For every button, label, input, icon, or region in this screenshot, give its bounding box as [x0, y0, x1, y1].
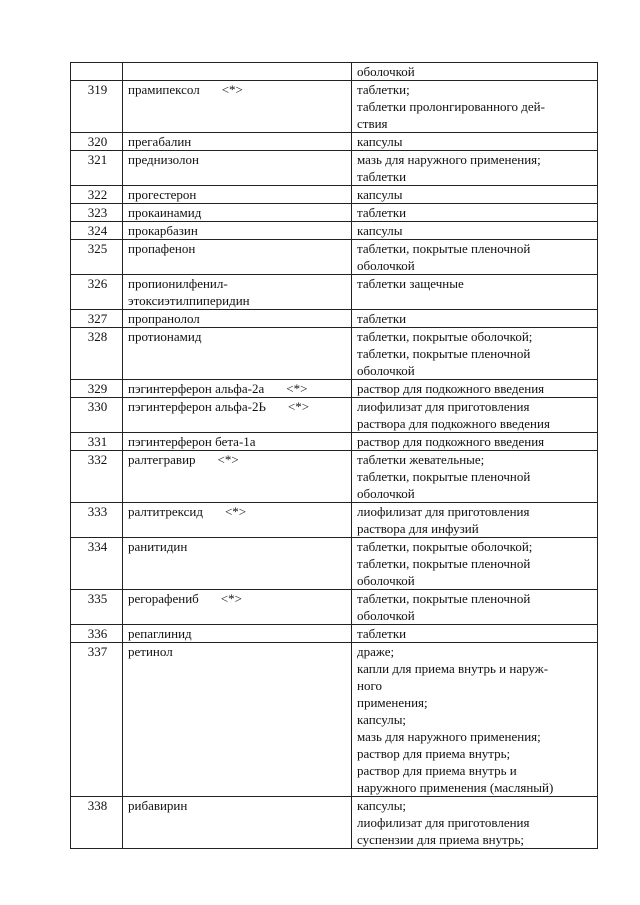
dosage-form-cell — [352, 538, 598, 590]
dosage-form: драже; — [357, 644, 395, 659]
drug-name-cell — [123, 222, 352, 240]
table-row — [71, 433, 598, 451]
row-number: 333 — [71, 503, 123, 538]
dosage-form: лиофилизат для приготовления — [357, 399, 530, 414]
table-row — [71, 643, 598, 797]
drug-name: пропранолол — [128, 311, 200, 326]
table-row — [71, 151, 598, 186]
dosage-form: раствор для приема внутрь; — [357, 746, 511, 761]
dosage-form-cell — [352, 186, 598, 204]
table-row — [71, 503, 598, 538]
row-number: 319 — [71, 81, 123, 133]
drug-name: пропионилфенил- — [128, 276, 228, 291]
dosage-form: таблетки защечные — [357, 276, 464, 291]
row-number: 332 — [71, 451, 123, 503]
table-row — [71, 204, 598, 222]
table-row — [71, 275, 598, 310]
table-row — [71, 81, 598, 133]
dosage-form: таблетки пролонгированного дей- — [357, 99, 545, 114]
table-row — [71, 328, 598, 380]
dosage-form: оболочкой — [357, 573, 415, 588]
drug-name-cell — [123, 451, 352, 503]
dosage-form: ствия — [357, 116, 388, 131]
drug-name-cell — [123, 310, 352, 328]
row-number: 329 — [71, 380, 123, 398]
dosage-form: таблетки; — [357, 82, 410, 97]
row-number: 328 — [71, 328, 123, 380]
dosage-form: ного — [357, 678, 382, 693]
special-marker: <*> — [286, 381, 308, 396]
table-row — [71, 240, 598, 275]
drug-name-cell — [123, 275, 352, 310]
table-row — [71, 398, 598, 433]
dosage-form: раствор для подкожного введения — [357, 434, 545, 449]
dosage-form-cell — [352, 643, 598, 797]
dosage-form-cell — [352, 151, 598, 186]
dosage-form: раствора для инфузий — [357, 521, 479, 536]
drug-name: преднизолон — [128, 152, 199, 167]
dosage-form: капсулы — [357, 187, 403, 202]
row-number — [71, 63, 123, 81]
dosage-form: раствор для подкожного введения — [357, 381, 545, 396]
drug-name-cell — [123, 204, 352, 222]
dosage-form-cell — [352, 398, 598, 433]
drug-name: пэгинтерферон альфа-2Ь — [128, 399, 266, 414]
dosage-form: наружного применения (масляный) — [357, 780, 554, 795]
dosage-form: таблетки, покрытые оболочкой; — [357, 539, 533, 554]
dosage-form-cell — [352, 451, 598, 503]
drug-name-cell — [123, 63, 352, 81]
special-marker: <*> — [287, 399, 310, 414]
dosage-form-cell — [352, 380, 598, 398]
dosage-form: оболочкой — [357, 486, 415, 501]
row-number: 322 — [71, 186, 123, 204]
special-marker: <*> — [221, 82, 243, 97]
dosage-form: таблетки — [357, 311, 407, 326]
drug-name-cell — [123, 328, 352, 380]
dosage-form: суспензии для приема внутрь; — [357, 832, 525, 847]
drug-name: ралтегравир — [128, 452, 196, 467]
table-row — [71, 186, 598, 204]
dosage-form-cell — [352, 328, 598, 380]
row-number: 338 — [71, 797, 123, 849]
drug-name-cell — [123, 625, 352, 643]
table-row — [71, 310, 598, 328]
row-number: 324 — [71, 222, 123, 240]
drug-name-cell — [123, 590, 352, 625]
table-row — [71, 538, 598, 590]
drug-name: пэгинтерферон альфа-2а — [128, 381, 265, 396]
drug-name-cell — [123, 133, 352, 151]
drug-name-cell — [123, 81, 352, 133]
drug-name-cell — [123, 240, 352, 275]
dosage-form: таблетки — [357, 205, 407, 220]
dosage-form-cell — [352, 625, 598, 643]
dosage-form-cell — [352, 275, 598, 310]
drug-name: регорафениб — [128, 591, 199, 606]
dosage-form: капсулы — [357, 223, 403, 238]
dosage-form-cell — [352, 433, 598, 451]
table-row — [71, 797, 598, 849]
table-row — [71, 380, 598, 398]
dosage-form: капсулы; — [357, 798, 407, 813]
dosage-form-cell — [352, 81, 598, 133]
special-marker: <*> — [217, 452, 239, 467]
table-row — [71, 625, 598, 643]
drug-list-table — [70, 62, 598, 849]
drug-list-body — [71, 63, 598, 849]
row-number: 326 — [71, 275, 123, 310]
dosage-form: лиофилизат для приготовления — [357, 504, 530, 519]
drug-name: ралтитрексид — [128, 504, 203, 519]
dosage-form: таблетки, покрытые пленочной — [357, 556, 531, 571]
dosage-form: таблетки, покрытые оболочкой; — [357, 329, 533, 344]
dosage-form: таблетки жевательные; — [357, 452, 485, 467]
drug-name: прогестерон — [128, 187, 197, 202]
drug-name-cell — [123, 797, 352, 849]
special-marker: <*> — [224, 504, 247, 519]
dosage-form: оболочкой — [357, 608, 415, 623]
table-row — [71, 451, 598, 503]
row-number: 336 — [71, 625, 123, 643]
dosage-form: таблетки, покрытые пленочной — [357, 591, 531, 606]
row-number: 327 — [71, 310, 123, 328]
row-number: 320 — [71, 133, 123, 151]
drug-name-cell — [123, 398, 352, 433]
row-number: 321 — [71, 151, 123, 186]
drug-name: прокарбазин — [128, 223, 198, 238]
dosage-form-cell — [352, 63, 598, 81]
row-number: 325 — [71, 240, 123, 275]
dosage-form-cell — [352, 797, 598, 849]
drug-name-cell — [123, 380, 352, 398]
dosage-form-cell — [352, 133, 598, 151]
row-number: 331 — [71, 433, 123, 451]
dosage-form: таблетки — [357, 169, 407, 184]
dosage-form-cell — [352, 503, 598, 538]
dosage-form: раствор для приема внутрь и — [357, 763, 517, 778]
dosage-form-cell — [352, 240, 598, 275]
drug-name: прокаинамид — [128, 205, 202, 220]
drug-name: репаглинид — [128, 626, 192, 641]
drug-name: ретинол — [128, 644, 173, 659]
dosage-form: капсулы — [357, 134, 403, 149]
table-row — [71, 63, 598, 81]
drug-name-cell — [123, 538, 352, 590]
drug-name-cell — [123, 186, 352, 204]
drug-name: этоксиэтилпиперидин — [128, 293, 250, 308]
dosage-form: мазь для наружного применения; — [357, 152, 541, 167]
drug-name: пэгинтерферон бета-1а — [128, 434, 256, 449]
row-number: 335 — [71, 590, 123, 625]
dosage-form: таблетки, покрытые пленочной — [357, 241, 531, 256]
drug-name: протионамид — [128, 329, 202, 344]
table-row — [71, 590, 598, 625]
dosage-form: применения; — [357, 695, 428, 710]
drug-name-cell — [123, 643, 352, 797]
row-number: 323 — [71, 204, 123, 222]
drug-name: пропафенон — [128, 241, 196, 256]
drug-name-cell — [123, 433, 352, 451]
drug-name: рибавирин — [128, 798, 188, 813]
row-number: 337 — [71, 643, 123, 797]
dosage-form-cell — [352, 310, 598, 328]
dosage-form: мазь для наружного применения; — [357, 729, 541, 744]
dosage-form-cell — [352, 204, 598, 222]
dosage-form: оболочкой — [357, 363, 415, 378]
drug-name: ранитидин — [128, 539, 188, 554]
dosage-form: оболочкой — [357, 258, 415, 273]
drug-name: прамипексол — [128, 82, 200, 97]
table-row — [71, 222, 598, 240]
drug-name-cell — [123, 503, 352, 538]
dosage-form-cell — [352, 222, 598, 240]
dosage-form: таблетки, покрытые пленочной — [357, 346, 531, 361]
dosage-form: таблетки — [357, 626, 407, 641]
dosage-form: оболочкой — [357, 64, 415, 79]
row-number: 334 — [71, 538, 123, 590]
drug-name: прегабалин — [128, 134, 192, 149]
drug-name-cell — [123, 151, 352, 186]
dosage-form: раствора для подкожного введения — [357, 416, 550, 431]
row-number: 330 — [71, 398, 123, 433]
dosage-form: капли для приема внутрь и наруж- — [357, 661, 549, 676]
special-marker: <*> — [220, 591, 242, 606]
dosage-form: таблетки, покрытые пленочной — [357, 469, 531, 484]
dosage-form: лиофилизат для приготовления — [357, 815, 530, 830]
dosage-form-cell — [352, 590, 598, 625]
table-row — [71, 133, 598, 151]
dosage-form: капсулы; — [357, 712, 407, 727]
